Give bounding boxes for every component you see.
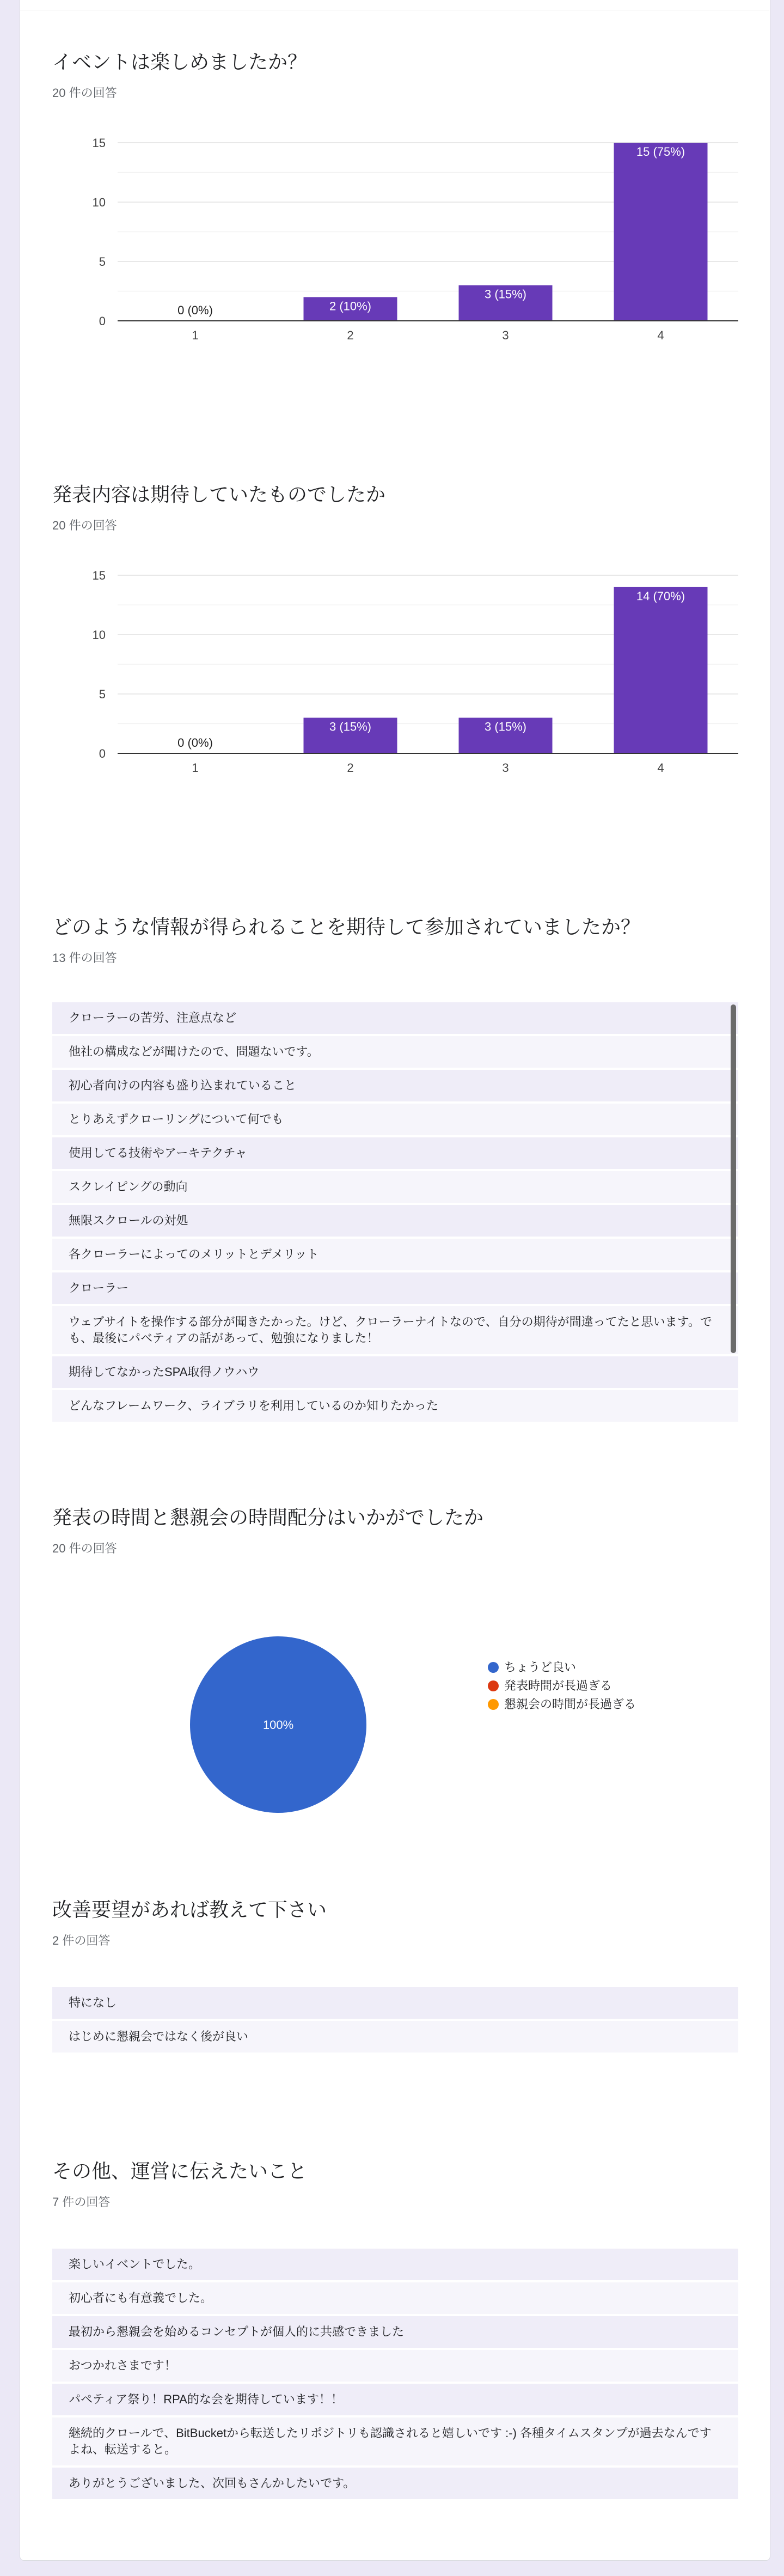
x-tick-label: 3 (502, 328, 509, 342)
response-item: どんなフレームワーク、ライブラリを利用しているのか知りたかった (52, 1390, 738, 1424)
x-tick-label: 2 (347, 328, 354, 342)
response-item: 無限スクロールの対処 (52, 1205, 738, 1239)
y-tick-label: 0 (99, 747, 106, 760)
y-tick-label: 5 (99, 255, 106, 269)
response-item: パペティア祭り！RPA的な会を期待しています！！ (52, 2384, 738, 2417)
response-item: とりあえずクローリングについて何でも (52, 1104, 738, 1137)
y-tick-label: 10 (92, 628, 106, 642)
data-label: 0 (0%) (177, 736, 213, 750)
response-count: 13 件の回答 (52, 951, 117, 965)
data-label: 2 (10%) (329, 299, 372, 313)
x-tick-label: 2 (347, 761, 354, 775)
legend-label: ちょうど良い (504, 1660, 577, 1674)
response-item: 特になし (52, 1987, 738, 2021)
response-item: 継続的クロールで、BitBucketから転送したリポジトリも認識されると嬉しいです :-) 各種タイムスタンプが過去なんですよね、転送すると。 (52, 2417, 738, 2468)
response-item: クローラー (52, 1272, 738, 1306)
y-tick-label: 0 (99, 314, 106, 328)
x-tick-label: 4 (657, 328, 664, 342)
data-label: 14 (70%) (636, 589, 685, 603)
question-title: 発表の時間と懇親会の時間配分はいかがでしたか (52, 1506, 484, 1528)
response-item: 使用してる技術やアーキテクチャ (52, 1137, 738, 1171)
pie-slice-label: 100% (262, 1718, 294, 1732)
response-item: ありがとうございました、次回もさんかしたいです。 (52, 2468, 738, 2501)
response-count: 20 件の回答 (52, 1542, 117, 1555)
response-item: はじめに懇親会ではなく後が良い (52, 2021, 738, 2055)
response-item: 初心者にも有意義でした。 (52, 2282, 738, 2316)
response-item: 他社の構成などが聞けたので、問題ないです。 (52, 1036, 738, 1070)
bar (614, 143, 708, 321)
question-title: 改善要望があれば教えて下さい (52, 1898, 327, 1921)
response-item: クローラーの苦労、注意点など (52, 1002, 738, 1036)
legend-item (488, 1677, 612, 1694)
response-list[interactable] (52, 1002, 738, 1412)
y-tick-label: 10 (92, 196, 106, 209)
response-item: 期待してなかったSPA取得ノウハウ (52, 1356, 738, 1390)
x-tick-label: 1 (192, 328, 199, 342)
pie-chart (52, 1593, 357, 1832)
response-item: スクレイピングの動向 (52, 1171, 738, 1205)
response-item: ウェブサイトを操作する部分が聞きたかった。けど、クローラーナイトなので、自分の期待が間違ってたと思います。でも、最後にパベティアの話があって、勉強になりました！ (52, 1306, 738, 1356)
response-count: 20 件の回答 (52, 86, 117, 100)
question-time-allocation (52, 1506, 738, 1843)
x-tick-label: 4 (657, 761, 664, 775)
response-count: 7 件の回答 (52, 2195, 111, 2209)
question-enjoy-event (52, 50, 738, 399)
legend-item (488, 1695, 636, 1712)
legend-swatch (488, 1662, 499, 1673)
response-item: おつかれさまです！ (52, 2350, 738, 2384)
response-list (52, 1987, 738, 2055)
bar-chart (52, 570, 738, 831)
question-expected-info (52, 915, 738, 1412)
bar-chart (52, 137, 738, 399)
data-label: 3 (15%) (484, 287, 527, 301)
question-title: イベントは楽しめましたか？ (52, 51, 308, 73)
bar (614, 587, 708, 753)
legend-item (488, 1658, 576, 1675)
question-improvement-requests (52, 1898, 738, 2061)
data-label: 15 (75%) (636, 145, 685, 159)
response-count: 20 件の回答 (52, 519, 117, 532)
legend-label: 懇親会の時間が長過ぎる (504, 1697, 636, 1711)
question-title: どのような情報が得られることを期待して参加されていましたか？ (52, 916, 641, 938)
question-content-expectation (52, 483, 738, 831)
response-item: 初心者向けの内容も盛り込まれていること (52, 1070, 738, 1104)
question-other-feedback (52, 2159, 738, 2541)
data-label: 0 (0%) (177, 303, 213, 317)
data-label: 3 (15%) (484, 720, 527, 734)
response-item: 楽しいイベントでした。 (52, 2249, 738, 2282)
response-count: 2 件の回答 (52, 1934, 111, 1947)
y-tick-label: 15 (92, 136, 106, 150)
question-title: 発表内容は期待していたものでしたか (52, 483, 386, 506)
question-title: その他、運営に伝えたいこと (52, 2160, 308, 2182)
legend-swatch (488, 1699, 499, 1710)
response-list (52, 2249, 738, 2501)
x-tick-label: 1 (192, 761, 199, 775)
response-item: 最初から懇親会を始めるコンセプトが個人的に共感できました (52, 2316, 738, 2350)
y-tick-label: 5 (99, 687, 106, 701)
x-tick-label: 3 (502, 761, 509, 775)
legend-swatch (488, 1680, 499, 1691)
response-list-scrollbar[interactable] (731, 1004, 736, 1353)
data-label: 3 (15%) (329, 720, 372, 734)
legend-label: 発表時間が長過ぎる (504, 1679, 612, 1692)
response-item: 各クローラーによってのメリットとデメリット (52, 1239, 738, 1272)
y-tick-label: 15 (92, 569, 106, 582)
